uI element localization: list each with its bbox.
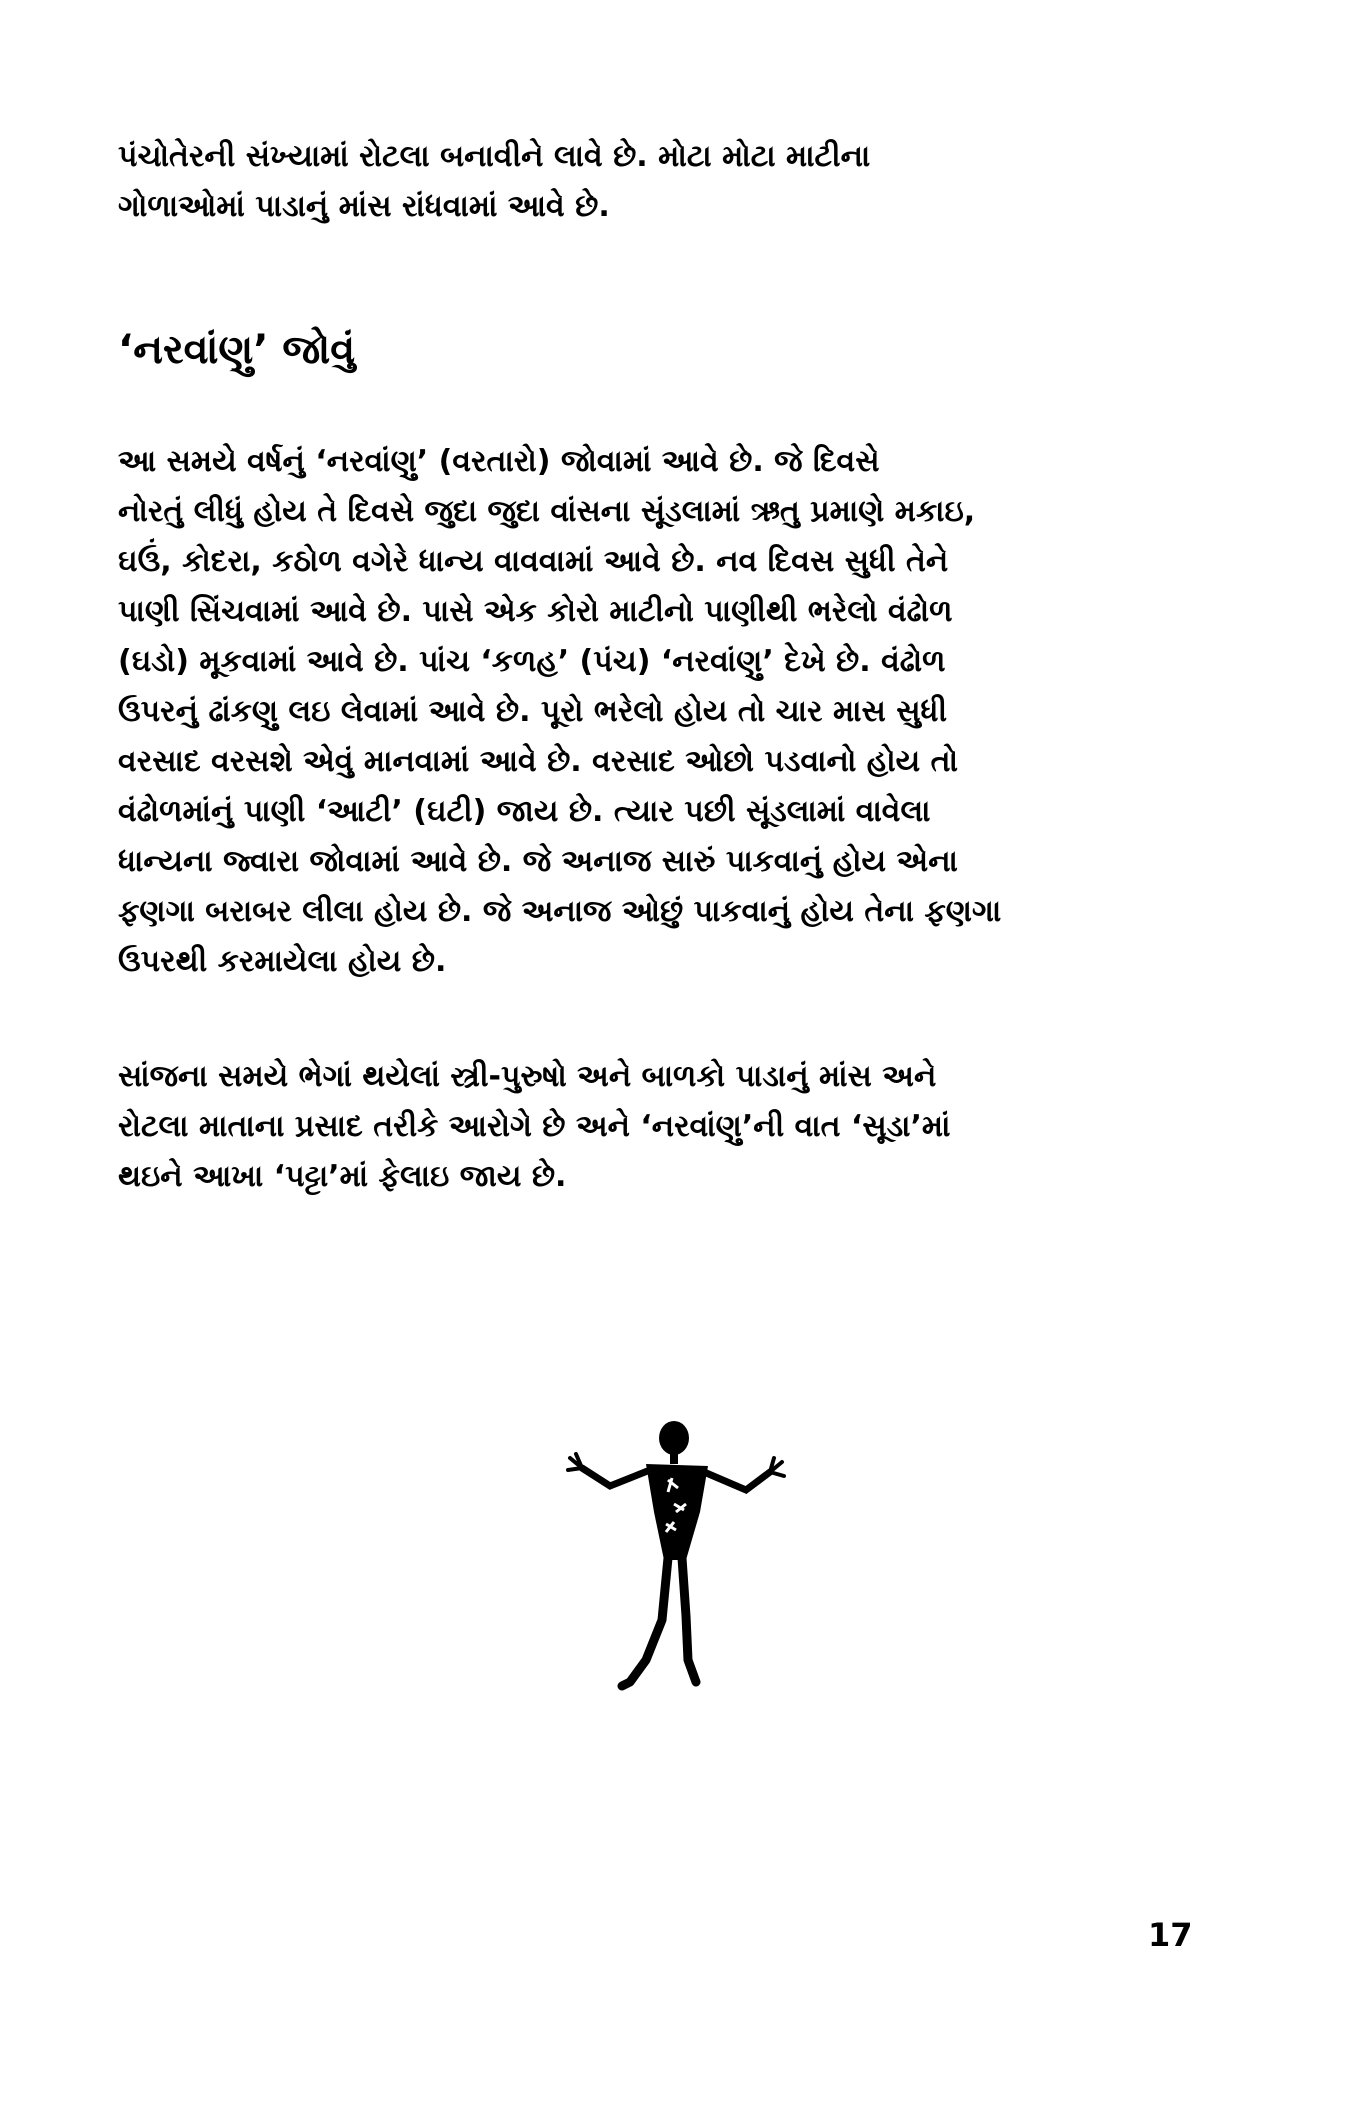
page-number: 17 xyxy=(1148,1916,1193,1954)
paragraph-intro: પંચોતેરની સંખ્યામાં રોટલા બનાવીને લાવે છે. મોટા મોટા માટીના ગોળાઓમાં પાડાનું માંસ રાંધવામાં આવે છે. xyxy=(118,139,871,224)
section-heading: ‘નરવાંણુ’ જોવું xyxy=(118,327,356,373)
tribal-figure-icon xyxy=(550,1420,800,1750)
paragraph-evening: સાંજના સમયે ભેગાં થયેલાં સ્ત્રી-પુરુષો અને બાળકો પાડાનું માંસ અને રોટલા માતાના પ્રસાદ તરીકે આરોગે છે અને ‘નરવાંણુ’ની વાત ‘સૂડા’માં થઇને આખા ‘પટ્ટા’માં ફેલાઇ જાય છે. xyxy=(118,1059,951,1194)
paragraph-narvanu: આ સમયે વર્ષનું ‘નરવાંણુ’ (વરતારો) જોવામાં આવે છે. જે દિવસે નોરતું લીધું હોય તે દિવસે જુદા જુદા વાંસના સૂંડલામાં ઋતુ પ્રમાણે મકાઇ, ઘઉં, કોદરા, કઠોળ વગેરે ધાન્ય વાવવામાં આવે છે. નવ દિવસ સુધી તેને પાણી સિંચવામાં આવે છે. પાસે એક કોરો માટીનો પાણીથી ભરેલો વંઢોળ (ઘડો) મૂકવામાં આવે છે. પાંચ ‘કળહ’ (પંચ) ‘નરવાંણુ’ દેખે છે. વંઢોળ ઉપરનું ઢાંકણુ લઇ લેવામાં આવે છે. પૂરો ભરેલો હોય તો ચાર માસ સુધી વરસાદ વરસશે એવું માનવામાં આવે છે. વરસાદ ઓછો પડવાનો હોય તો વંઢોળમાંનું પાણી ‘આટી’ (ઘટી) જાય છે. ત્યાર પછી સૂંડલામાં વાવેલા ધાન્યના જ્વારા જોવામાં આવે છે. જે અનાજ સારું પાકવાનું હોય એના ફણગા બરાબર લીલા હોય છે. જે અનાજ ઓછું પાકવાનું હોય તેના ફણગા ઉપરથી કરમાયેલા હોય છે. xyxy=(118,444,1002,979)
